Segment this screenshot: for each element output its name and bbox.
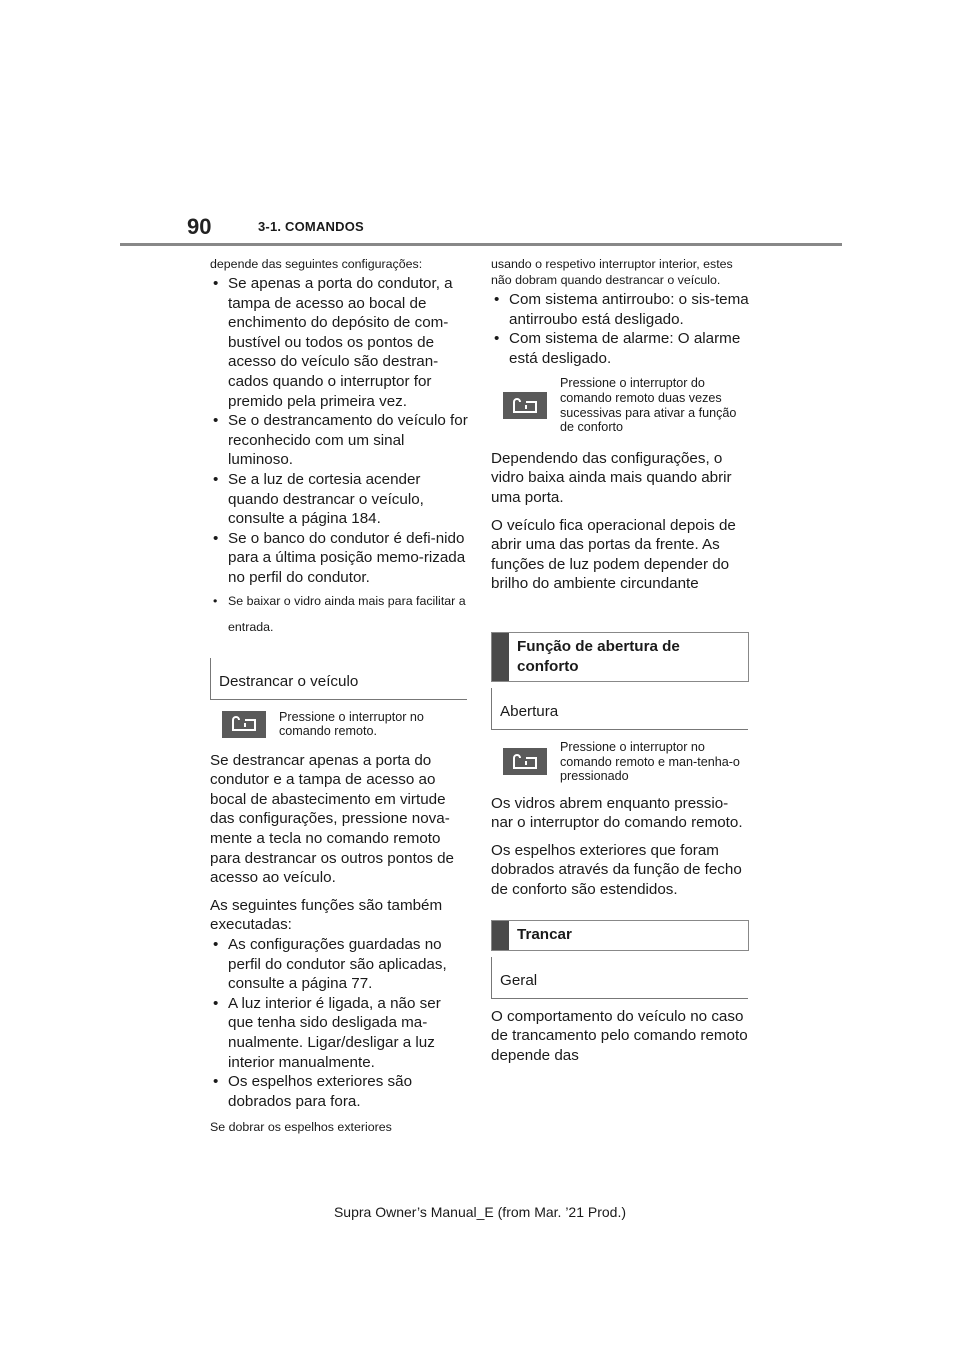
paragraph: Se destrancar apenas a porta do condutor e a tampa de acesso ao bocal de abastecimento em virtude das configurações, pressione nova-mente a tecla no comando remoto para destrancar os outros pontos de acesso ao veículo. (210, 751, 454, 887)
paragraph: Os vidros abrem enquanto pressio-nar o interruptor do comando remoto. (491, 794, 743, 832)
left-intro: depende das seguintes configurações: (210, 257, 423, 271)
list-item: • Se o banco do condutor é defi-nido para a última posição memo-rizada no perfil do condutor. (210, 529, 468, 588)
left-bullet-list-2 (210, 935, 468, 1111)
paragraph: O comportamento do veículo no caso de trancamento pelo comando remoto depende das (491, 1007, 748, 1064)
icon-instruction-text: Pressione o interruptor do comando remoto duas vezes sucessivas para ativar a função de conforto (560, 376, 737, 435)
unlock-icon (503, 392, 547, 419)
icon-instruction (222, 710, 468, 739)
list-item: • Se o destrancamento do veículo for reconhecido com um sinal luminoso. (210, 411, 468, 470)
subhead-label: Geral (500, 971, 538, 989)
icon-instruction (503, 740, 749, 784)
unlock-icon (503, 748, 547, 775)
paragraph: As seguintes funções são também executadas: (210, 896, 443, 934)
list-item: • A luz interior é ligada, a não ser que tenha sido desligada ma-nualmente. Ligar/desligar a luz interior manualmente. (210, 994, 468, 1072)
icon-instruction-text: Pressione o interruptor no comando remoto e man-tenha-o pressionado (560, 739, 740, 784)
right-column (491, 256, 749, 1073)
paragraph: O veículo fica operacional depois de abrir uma das portas da frente. As funções de luz podem depender do brilho do ambiente circundante (491, 516, 736, 593)
left-column (210, 256, 468, 1143)
section-title: 3-1. COMANDOS (258, 219, 364, 234)
paragraph: Os espelhos exteriores que foram dobrados através da função de fecho de conforto são estendidos. (491, 841, 742, 899)
left-bullet-list-1 (210, 274, 468, 640)
subhead-geral (491, 957, 748, 999)
section-heading-trancar (491, 920, 749, 951)
heading-bar (492, 921, 509, 950)
list-item: • As configurações guardadas no perfil do condutor são aplicadas, consulte a página 77. (210, 935, 468, 994)
subhead-abertura (491, 688, 748, 730)
list-item: • Com sistema de alarme: O alarme está desligado. (491, 329, 749, 368)
list-item: • Se a luz de cortesia acender quando destrancar o veículo, consulte a página 184. (210, 470, 468, 529)
list-item: • Os espelhos exteriores são dobrados para fora. (210, 1072, 468, 1111)
right-intro: usando o respetivo interruptor interior, estes não dobram quando destrancar o veículo. (491, 257, 733, 287)
subhead-label: Abertura (500, 702, 559, 720)
heading-bar (492, 633, 509, 681)
subhead-destrancar (210, 658, 467, 700)
list-item: • Se apenas a porta do condutor, a tampa de acesso ao bocal de enchimento do depósito de com-bustível ou todos os pontos de acesso do veículo são destran-cados quando o interruptor for premido pela primeira vez. (210, 274, 468, 411)
page-number: 90 (187, 214, 212, 239)
icon-instruction-text: Pressione o interruptor no comando remoto. (279, 709, 424, 739)
footer: Supra Owner’s Manual_E (from Mar. ’21 Prod.) (333, 1204, 627, 1220)
section-heading-funcao (491, 632, 749, 682)
header-divider (120, 243, 842, 246)
heading-text: Trancar (517, 925, 572, 943)
paragraph: Se dobrar os espelhos exteriores (210, 1120, 392, 1135)
list-item: • Se baixar o vidro ainda mais para facilitar a entrada. (210, 588, 468, 640)
icon-instruction (503, 376, 749, 434)
unlock-icon (222, 711, 266, 738)
list-item: • Com sistema antirroubo: o sis-tema antirroubo está desligado. (491, 290, 749, 329)
right-bullet-list-1 (491, 290, 749, 368)
subhead-label: Destrancar o veículo (219, 672, 359, 690)
paragraph: Dependendo das configurações, o vidro baixa ainda mais quando abrir uma porta. (491, 449, 732, 506)
heading-text: Função de abertura de conforto (517, 637, 680, 675)
